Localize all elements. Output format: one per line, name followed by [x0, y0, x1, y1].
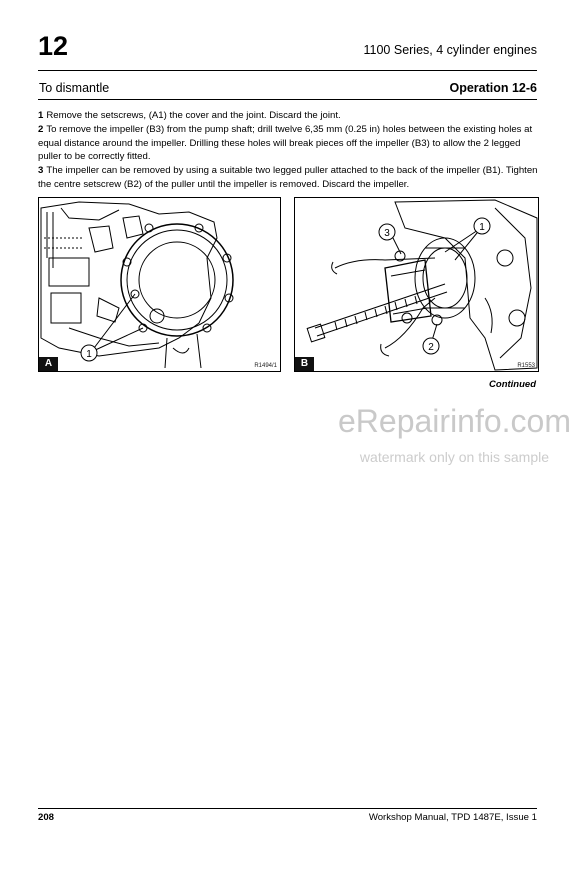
continued-label: Continued — [489, 379, 536, 390]
callout-label: 2 — [428, 342, 434, 353]
step-3 — [38, 164, 538, 191]
step-number: 2 — [38, 124, 44, 135]
watermark-brand-text: eRepairinfo.com — [338, 403, 571, 439]
operation-label: Operation 12-6 — [449, 81, 537, 95]
callout-label: 1 — [86, 349, 92, 360]
step-text: Remove the setscrews, (A1) the cover and the joint. Discard the joint. — [46, 110, 341, 121]
section-heading: To dismantle — [39, 81, 110, 95]
figure-a — [38, 197, 281, 372]
step-text: The impeller can be removed by using a suitable two legged puller attached to the back of the impeller (B1). Tighten the centre setscrew (B2) of the puller until the impeller is removed. Discard the impeller. — [38, 165, 538, 190]
figure-b-illustration — [295, 198, 538, 371]
header-rule — [38, 70, 537, 71]
figure-a-badge: A — [39, 357, 58, 371]
step-number: 3 — [38, 165, 44, 176]
step-text: To remove the impeller (B3) from the pump shaft; drill twelve 6,35 mm (0.25 in) holes between the existing holes at equal distance around the impeller. Drilling these holes will break pieces off the impeller (B3) to allow the 2 legged puller to be correctly fitted. — [38, 124, 533, 163]
watermark-note-text: watermark only on this sample — [359, 449, 549, 465]
callout-label: 1 — [479, 222, 485, 233]
step-2 — [38, 123, 538, 164]
series-title: 1100 Series, 4 cylinder engines — [363, 43, 537, 57]
figure-b-ref: R1553 — [517, 363, 535, 369]
figure-a-ref: R1494/1 — [254, 363, 277, 369]
chapter-number: 12 — [38, 31, 69, 61]
step-number: 1 — [38, 110, 44, 121]
step-1 — [38, 109, 538, 123]
manual-reference: Workshop Manual, TPD 1487E, Issue 1 — [368, 812, 537, 823]
callout-label: 3 — [384, 228, 390, 239]
figure-b — [294, 197, 539, 372]
figure-a-illustration — [39, 198, 280, 371]
watermark-note — [0, 448, 574, 466]
page-number: 208 — [38, 812, 55, 823]
watermark-brand — [0, 403, 574, 439]
section-rule — [38, 99, 537, 100]
footer-rule — [38, 808, 537, 809]
figure-b-badge: B — [295, 357, 314, 371]
